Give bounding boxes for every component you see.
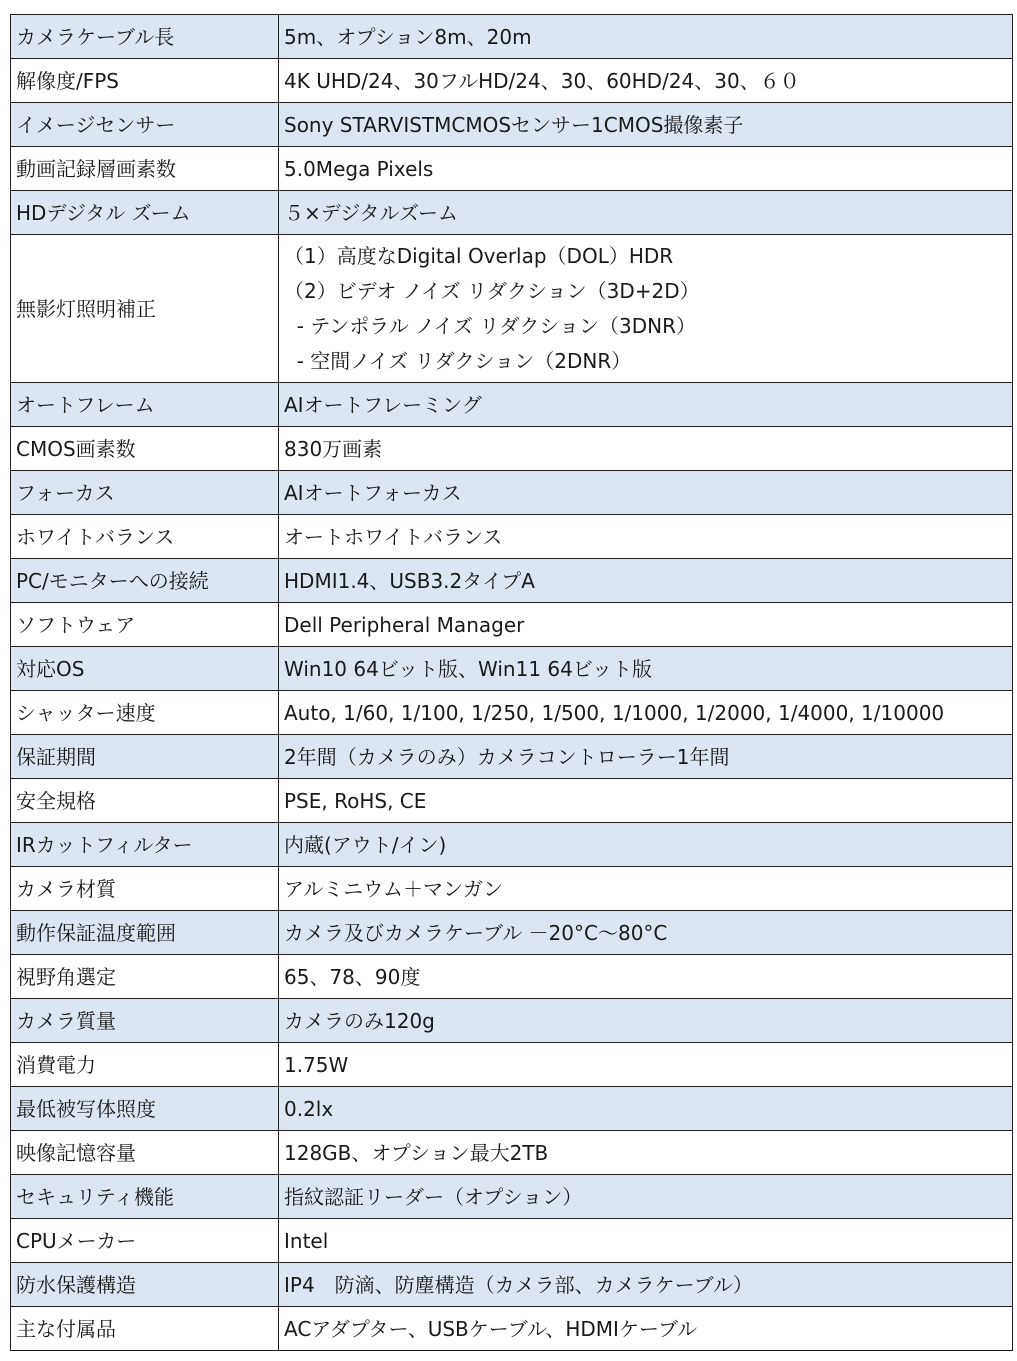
table-row [11,955,1013,999]
spec-value-cell [279,603,1013,647]
spec-value-line: IP4 防滴、防塵構造（カメラ部、カメラケーブル） [284,1272,753,1297]
table-row [11,1131,1013,1175]
table-row [11,515,1013,559]
spec-value-line: 65、78、90度 [284,964,421,989]
table-row [11,1043,1013,1087]
spec-value-cell [279,779,1013,823]
table-row [11,383,1013,427]
table-row [11,103,1013,147]
spec-label-cell: 動画記録層画素数 [11,147,279,191]
spec-value-cell [279,691,1013,735]
table-row [11,1175,1013,1219]
spec-label-cell: CMOS画素数 [11,427,279,471]
spec-value-cell [279,235,1013,383]
spec-label-cell: 対応OS [11,647,279,691]
spec-value-line: 128GB、オプション最大2TB [284,1140,549,1165]
table-row [11,1087,1013,1131]
spec-label-cell: HDデジタル ズーム [11,191,279,235]
spec-label-cell: カメラ材質 [11,867,279,911]
spec-value-line: HDMI1.4、USB3.2タイプA [284,568,535,593]
table-row [11,779,1013,823]
table-row [11,735,1013,779]
spec-label-cell: 視野角選定 [11,955,279,999]
spec-value-cell [279,1131,1013,1175]
spec-value-line: Sony STARVISTMCMOSセンサー1CMOS撮像素子 [284,112,744,137]
spec-label-cell: 保証期間 [11,735,279,779]
spec-value-cell [279,559,1013,603]
spec-value-line: 1.75W [284,1052,349,1077]
spec-value-line: Win10 64ビット版、Win11 64ビット版 [284,656,653,681]
spec-label-cell: ソフトウェア [11,603,279,647]
spec-label-cell: 主な付属品 [11,1307,279,1351]
spec-label-cell: 消費電力 [11,1043,279,1087]
spec-label-cell: CPUメーカー [11,1219,279,1263]
spec-value-line: 4K UHD/24、30フルHD/24、30、60HD/24、30、６０ [284,68,800,93]
table-row [11,823,1013,867]
spec-value-cell [279,999,1013,1043]
spec-value-cell [279,515,1013,559]
spec-value-cell [279,103,1013,147]
spec-value-cell [279,15,1013,59]
spec-value-cell [279,1307,1013,1351]
spec-value-line: - 空間ノイズ リダクション（2DNR） [284,348,632,373]
spec-table [10,14,1013,1351]
spec-label-cell: セキュリティ機能 [11,1175,279,1219]
table-row [11,691,1013,735]
spec-value-cell [279,427,1013,471]
spec-value-cell [279,647,1013,691]
spec-value-line: ５×デジタルズーム [284,200,458,225]
table-row [11,647,1013,691]
table-row [11,235,1013,383]
spec-value-line: アルミニウム＋マンガン [284,876,503,901]
spec-label-cell: 動作保証温度範囲 [11,911,279,955]
spec-value-cell [279,1219,1013,1263]
spec-value-cell [279,955,1013,999]
spec-value-line: ACアダプター、USBケーブル、HDMIケーブル [284,1316,698,1341]
spec-value-cell [279,911,1013,955]
table-row [11,1219,1013,1263]
spec-value-cell [279,59,1013,103]
spec-value-cell [279,147,1013,191]
table-row [11,559,1013,603]
spec-label-cell: 解像度/FPS [11,59,279,103]
spec-label-cell: カメラケーブル長 [11,15,279,59]
spec-value-line: Intel [284,1228,329,1253]
table-row [11,191,1013,235]
spec-value-line: Dell Peripheral Manager [284,612,525,637]
spec-value-line: （1）高度なDigital Overlap（DOL）HDR [284,243,674,268]
table-row [11,1263,1013,1307]
spec-value-line: AIオートフレーミング [284,392,482,417]
spec-value-cell [279,823,1013,867]
spec-value-cell [279,191,1013,235]
spec-label-cell: カメラ質量 [11,999,279,1043]
spec-value-cell [279,383,1013,427]
spec-value-line: 内蔵(アウト/イン) [284,832,447,857]
spec-label-cell: IRカットフィルター [11,823,279,867]
spec-label-cell: ホワイトバランス [11,515,279,559]
spec-value-line: 0.2lx [284,1096,334,1121]
table-row [11,59,1013,103]
spec-value-cell [279,1175,1013,1219]
spec-label-cell: 最低被写体照度 [11,1087,279,1131]
spec-label-cell: オートフレーム [11,383,279,427]
spec-value-line: 2年間（カメラのみ）カメラコントローラー1年間 [284,744,730,769]
spec-value-line: 5m、オプション8m、20m [284,24,532,49]
table-row [11,999,1013,1043]
spec-value-line: - テンポラル ノイズ リダクション（3DNR） [284,313,696,338]
spec-value-line: 指紋認証リーダー（オプション） [284,1184,583,1209]
spec-value-cell [279,1087,1013,1131]
table-row [11,1307,1013,1351]
spec-value-line: （2）ビデオ ノイズ リダクション（3D+2D） [284,278,700,303]
spec-value-line: PSE, RoHS, CE [284,788,427,813]
spec-value-line: カメラ及びカメラケーブル －20°C～80°C [284,920,668,945]
table-row [11,471,1013,515]
spec-value-cell [279,471,1013,515]
table-row [11,427,1013,471]
spec-label-cell: シャッター速度 [11,691,279,735]
spec-label-cell: イメージセンサー [11,103,279,147]
spec-value-line: 5.0Mega Pixels [284,156,434,181]
spec-value-cell [279,867,1013,911]
spec-value-line: カメラのみ120g [284,1008,435,1033]
table-row [11,147,1013,191]
table-row [11,603,1013,647]
spec-value-cell [279,1043,1013,1087]
spec-value-line: オートホワイトバランス [284,524,503,549]
spec-value-cell [279,735,1013,779]
spec-value-cell [279,1263,1013,1307]
spec-label-cell: 防水保護構造 [11,1263,279,1307]
spec-value-line: AIオートフォーカス [284,480,462,505]
spec-value-line: 830万画素 [284,436,383,461]
spec-label-cell: 映像記憶容量 [11,1131,279,1175]
spec-table-body [11,15,1013,1351]
table-row [11,15,1013,59]
spec-label-cell: 無影灯照明補正 [11,235,279,383]
spec-label-cell: フォーカス [11,471,279,515]
spec-label-cell: PC/モニターへの接続 [11,559,279,603]
table-row [11,867,1013,911]
spec-value-line: Auto, 1/60, 1/100, 1/250, 1/500, 1/1000, 1/2000, 1/4000, 1/10000 [284,700,945,725]
table-row [11,911,1013,955]
spec-label-cell: 安全規格 [11,779,279,823]
